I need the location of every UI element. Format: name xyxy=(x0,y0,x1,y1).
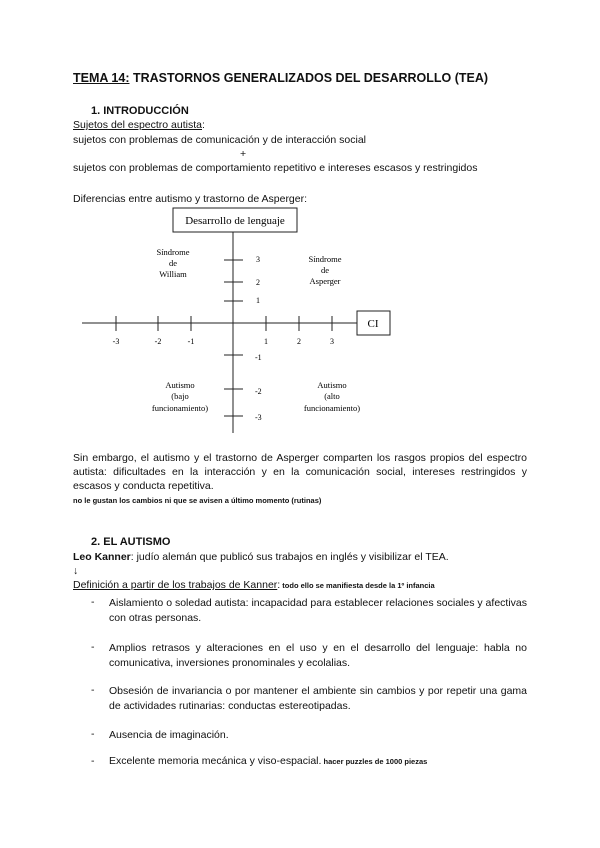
bullet-dash: - xyxy=(91,728,95,740)
bullet-item: Ausencia de imaginación. xyxy=(109,729,229,741)
kanner-line xyxy=(73,551,449,563)
william-label: de xyxy=(168,258,178,268)
routine-note: no le gustan los cambios ni que se avisen a último momento (rutinas) xyxy=(73,496,322,505)
section1-heading: 1. INTRODUCCIÓN xyxy=(91,105,189,117)
page-title xyxy=(73,71,488,85)
autismo-alto-label: Autismo xyxy=(317,380,347,390)
shared-traits-paragraph: Sin embargo, el autismo y el trastorno de Asperger comparten los rasgos propios del espectro autista: dificultades en la interacción y en la comunicación social, intereses restringidos y escasos y conducta repetitiva. xyxy=(73,452,527,492)
bullet-item: Aislamiento o soledad autista: incapacidad para establecer relaciones sociales y afectivas con otras personas. xyxy=(109,597,527,624)
x-tick-label: 3 xyxy=(330,337,334,346)
autismo-alto-label: (alto xyxy=(324,391,340,401)
bullet-dash: - xyxy=(91,684,95,696)
x-tick-label: 2 xyxy=(297,337,301,346)
autismo-bajo-label: funcionamiento) xyxy=(151,403,209,413)
definition-label: Definición a partir de los trabajos de Kanner xyxy=(73,579,278,591)
section1-subheading xyxy=(73,119,205,131)
bullet-dash: - xyxy=(91,641,95,653)
y-tick-label: -3 xyxy=(255,413,262,422)
subheading-colon: : xyxy=(202,119,205,131)
puzzle-note: hacer puzzles de 1000 piezas xyxy=(321,757,428,766)
definition-line xyxy=(73,579,435,591)
plus-sign: + xyxy=(240,148,247,160)
bullet-item: Obsesión de invariancia o por mantener el ambiente sin cambios y por repetir una gama de actividades rutinarias: conductas estereotipadas. xyxy=(109,685,527,712)
kanner-name: Leo Kanner xyxy=(73,551,131,563)
section1-line1: sujetos con problemas de comunicación y de interacción social xyxy=(73,134,366,146)
x-tick-label: -3 xyxy=(112,337,120,346)
asperger-label: Síndrome xyxy=(308,254,342,264)
bullet-item-last xyxy=(109,755,427,767)
ci-box-label: CI xyxy=(367,318,379,330)
definition-note: todo ello se manifiesta desde la 1º infancia xyxy=(280,581,435,590)
autismo-alto-label: funcionamiento) xyxy=(303,403,361,413)
diff-text: Diferencias entre autismo y trastorno de Asperger: xyxy=(73,193,308,205)
bullet-item: Amplios retrasos y alteraciones en el uso y en el desarrollo del lenguaje: habla no comunicativa, inversiones pronominales y ecolalias. xyxy=(109,642,527,669)
down-arrow: ↓ xyxy=(73,565,79,577)
subheading-text: Sujetos del espectro autista xyxy=(73,119,202,131)
title-text: TRASTORNOS GENERALIZADOS DEL DESARROLLO (TEA) xyxy=(129,71,489,85)
kanner-text: : judío alemán que publicó sus trabajos en inglés y visibilizar el TEA. xyxy=(130,551,449,563)
y-tick-label: 3 xyxy=(256,255,260,264)
asperger-diagram xyxy=(70,205,410,437)
y-tick-label: 1 xyxy=(256,296,260,305)
x-tick-label: 1 xyxy=(264,337,268,346)
section2-heading: 2. EL AUTISMO xyxy=(91,536,171,548)
language-box-label: Desarrollo de lenguaje xyxy=(185,215,285,227)
bullet-item: Excelente memoria mecánica y viso-espacial. xyxy=(109,755,322,767)
y-tick-label: -2 xyxy=(255,387,262,396)
asperger-label: de xyxy=(320,265,330,275)
title-prefix: TEMA 14: xyxy=(73,71,130,85)
william-label: William xyxy=(159,269,187,279)
y-tick-label: 2 xyxy=(256,278,260,287)
bullet-dash: - xyxy=(91,596,95,608)
asperger-label: Asperger xyxy=(309,276,341,286)
y-tick-label: -1 xyxy=(255,353,262,362)
x-tick-label: -2 xyxy=(154,337,162,346)
autismo-bajo-label: (bajo xyxy=(171,391,189,401)
autismo-bajo-label: Autismo xyxy=(165,380,195,390)
william-label: Síndrome xyxy=(156,247,190,257)
x-tick-label: -1 xyxy=(187,337,195,346)
definition-colon: : xyxy=(277,579,281,591)
bullet-dash: - xyxy=(91,755,95,767)
section1-line2: sujetos con problemas de comportamiento repetitivo e intereses escasos y restringidos xyxy=(73,162,478,174)
